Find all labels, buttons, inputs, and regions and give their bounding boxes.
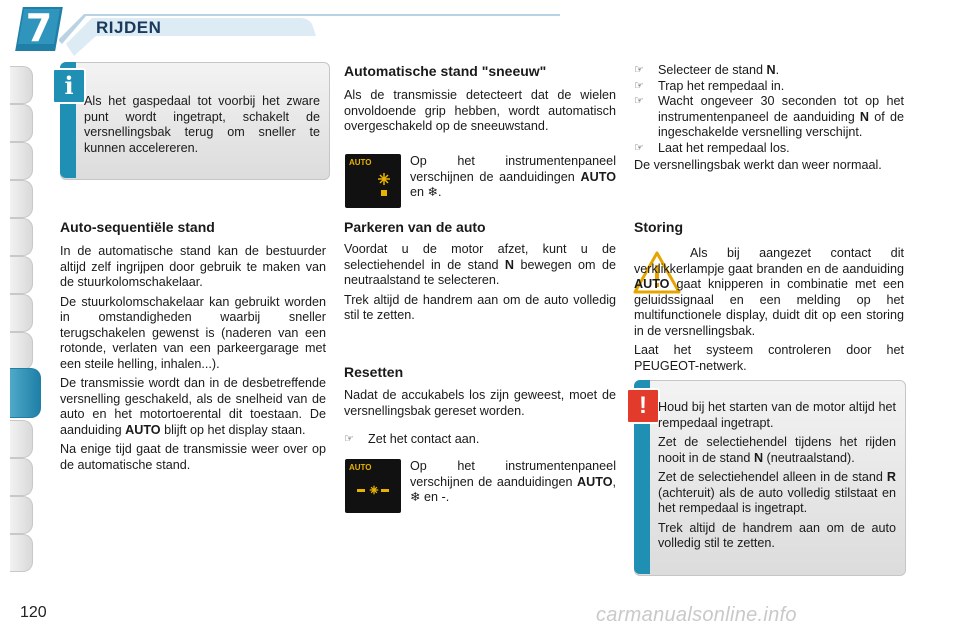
n-label: N	[859, 109, 870, 124]
chapter-tab[interactable]	[10, 66, 33, 104]
text: De transmissie wordt dan in de desbetreffende versnelling geschakeld, als de snelheid van de auto en het motortoerental dit toestaan. De aanduiding	[60, 376, 326, 437]
text: bewegen om de neutraalstand te selecteren.	[344, 257, 616, 287]
bullet-icon: ☞	[634, 64, 644, 76]
text: Voordat u de motor afzet, kunt u de selectiehendel in de stand	[344, 242, 616, 272]
bullet-icon: ☞	[634, 141, 644, 154]
snowflake-icon	[369, 485, 379, 495]
chapter-title: RIJDEN	[96, 18, 162, 37]
panel-gear-bar	[381, 190, 387, 196]
text: en ❄.	[410, 185, 442, 199]
bullet-icon: ☞	[344, 433, 354, 445]
resetten-bullet	[344, 432, 616, 448]
heading-storing: Storing	[634, 219, 683, 235]
step-text: Trap het rempedaal in.	[658, 78, 785, 93]
text: , ❄ en -.	[410, 474, 616, 504]
n-label: N	[504, 257, 515, 272]
info-icon: i	[52, 68, 86, 104]
info-text: Als het gaspedaal tot voorbij het zware punt wordt ingetrapt, schakelt de versnellingsbak terug om sneller te kunnen accelereren.	[84, 94, 320, 155]
n-label: N	[753, 450, 764, 465]
watermark: carmanualsonline.info	[596, 604, 797, 626]
reset-steps	[634, 63, 904, 178]
chapter-tab[interactable]	[10, 332, 33, 370]
storing-text	[634, 246, 904, 378]
heading-resetten: Resetten	[344, 364, 404, 380]
panel-gear-bar	[381, 489, 389, 492]
auto-label: AUTO	[577, 474, 613, 489]
chapter-tab[interactable]	[10, 104, 33, 142]
auto-label: AUTO	[125, 422, 161, 437]
chapter-tab-active[interactable]	[10, 368, 41, 418]
sneeuw-panel-text	[410, 154, 616, 201]
text: Als bij aangezet contact dit verklikkerlampje gaat branden en de aanduiding	[634, 246, 904, 276]
chapter-tab[interactable]	[10, 180, 33, 218]
warning-text	[658, 400, 896, 556]
chapter-tab[interactable]	[10, 142, 33, 180]
snowflake-icon	[377, 172, 391, 186]
text: (achteruit) als de auto volledig stilstaat en het rempedaal is ingetrapt.	[658, 485, 896, 515]
paragraph	[344, 242, 616, 289]
text: Wacht ongeveer 30 seconden tot op het instrumentenpaneel de aanduiding	[658, 94, 904, 124]
resetten-panel-text	[410, 459, 616, 506]
paragraph: Trek altijd de handrem aan om de auto volledig stil te zetten.	[658, 520, 896, 550]
list-item	[634, 79, 904, 95]
parkeren-text	[344, 242, 616, 328]
chapter-tab[interactable]	[10, 458, 33, 496]
step-text: Laat het rempedaal los.	[658, 140, 790, 155]
paragraph: Houd bij het starten van de motor altijd het rempedaal ingetrapt.	[658, 400, 896, 430]
chapter-number: 7	[25, 6, 53, 50]
text: Op het instrumentenpaneel verschijnen de aanduidingen	[410, 154, 616, 184]
paragraph	[658, 435, 896, 466]
step-text	[658, 63, 779, 79]
r-label: R	[886, 470, 896, 484]
paragraph: De stuurkolomschakelaar kan gebruikt worden in omstandigheden waarbij sneller terugschakelen gewenst is (naderen van een rotonde, verlaten van een parkeergarage met een steile helling, inhalen...).	[60, 294, 326, 371]
text: (neutraalstand).	[763, 450, 855, 465]
paragraph: Laat het systeem controleren door het PEUGEOT-netwerk.	[634, 343, 904, 373]
heading-parkeren: Parkeren van de auto	[344, 219, 486, 235]
text: blijft op het display staan.	[160, 422, 306, 437]
list-item	[634, 63, 904, 79]
text: .	[775, 63, 780, 77]
paragraph: De versnellingsbak werkt dan weer normaal.	[634, 158, 882, 172]
sneeuw-text: Als de transmissie detecteert dat de wielen onvoldoende grip hebben, wordt automatisch overgeschakeld op de sneeuwstand.	[344, 88, 616, 133]
list-item	[634, 141, 904, 157]
paragraph: In de automatische stand kan de bestuurder altijd zelf ingrijpen door gebruik te maken van de stuurkolomschakelaar.	[60, 244, 326, 289]
paragraph	[60, 376, 326, 438]
step-text	[658, 94, 904, 141]
page-number: 120	[20, 604, 47, 621]
chapter-tab[interactable]	[10, 534, 33, 572]
text: Zet de selectiehendel alleen in de stand	[658, 470, 887, 484]
exclamation-icon: !	[626, 388, 660, 424]
text: of de ingeschakelde versnelling verschijnt.	[658, 109, 904, 139]
text: Zet de selectiehendel tijdens het rijden nooit in de stand	[658, 435, 896, 465]
chapter-tab[interactable]	[10, 420, 33, 458]
n-label: N	[766, 63, 776, 77]
bullet-text: Zet het contact aan.	[368, 432, 480, 446]
auto-sequentiele-text	[60, 244, 326, 477]
paragraph	[634, 246, 904, 339]
bullet-icon: ☞	[634, 95, 644, 107]
paragraph	[658, 470, 896, 517]
chapter-tab[interactable]	[10, 294, 33, 332]
panel-gear-bar	[357, 489, 365, 492]
resetten-text: Nadat de accukabels los zijn geweest, moet de versnellingsbak gereset worden.	[344, 388, 616, 418]
heading-sneeuw: Automatische stand "sneeuw"	[344, 63, 547, 79]
heading-auto-sequentiele: Auto-sequentiële stand	[60, 219, 215, 235]
text: Op het instrumentenpaneel verschijnen de aanduidingen	[410, 459, 616, 489]
text: gaat knipperen in combinatie met een geluidssignaal en een melding op het multifunctionele display, duidt dit op een storing in de versnellingsbak.	[634, 277, 904, 338]
panel-auto-label: AUTO	[349, 158, 372, 167]
panel-auto-label: AUTO	[349, 463, 372, 472]
auto-label: AUTO	[580, 169, 616, 184]
chapter-tab[interactable]	[10, 496, 33, 534]
chapter-tab[interactable]	[10, 218, 33, 256]
list-item	[634, 94, 904, 141]
chapter-tab[interactable]	[10, 256, 33, 294]
paragraph: Na enige tijd gaat de transmissie weer over op de automatische stand.	[60, 442, 326, 472]
paragraph: Trek altijd de handrem aan om de auto volledig stil te zetten.	[344, 292, 616, 322]
instrument-panel-snow	[345, 154, 401, 208]
auto-label: AUTO	[634, 277, 670, 291]
bullet-icon: ☞	[634, 79, 644, 92]
instrument-panel-reset	[345, 459, 401, 513]
text: Selecteer de stand	[658, 63, 767, 77]
